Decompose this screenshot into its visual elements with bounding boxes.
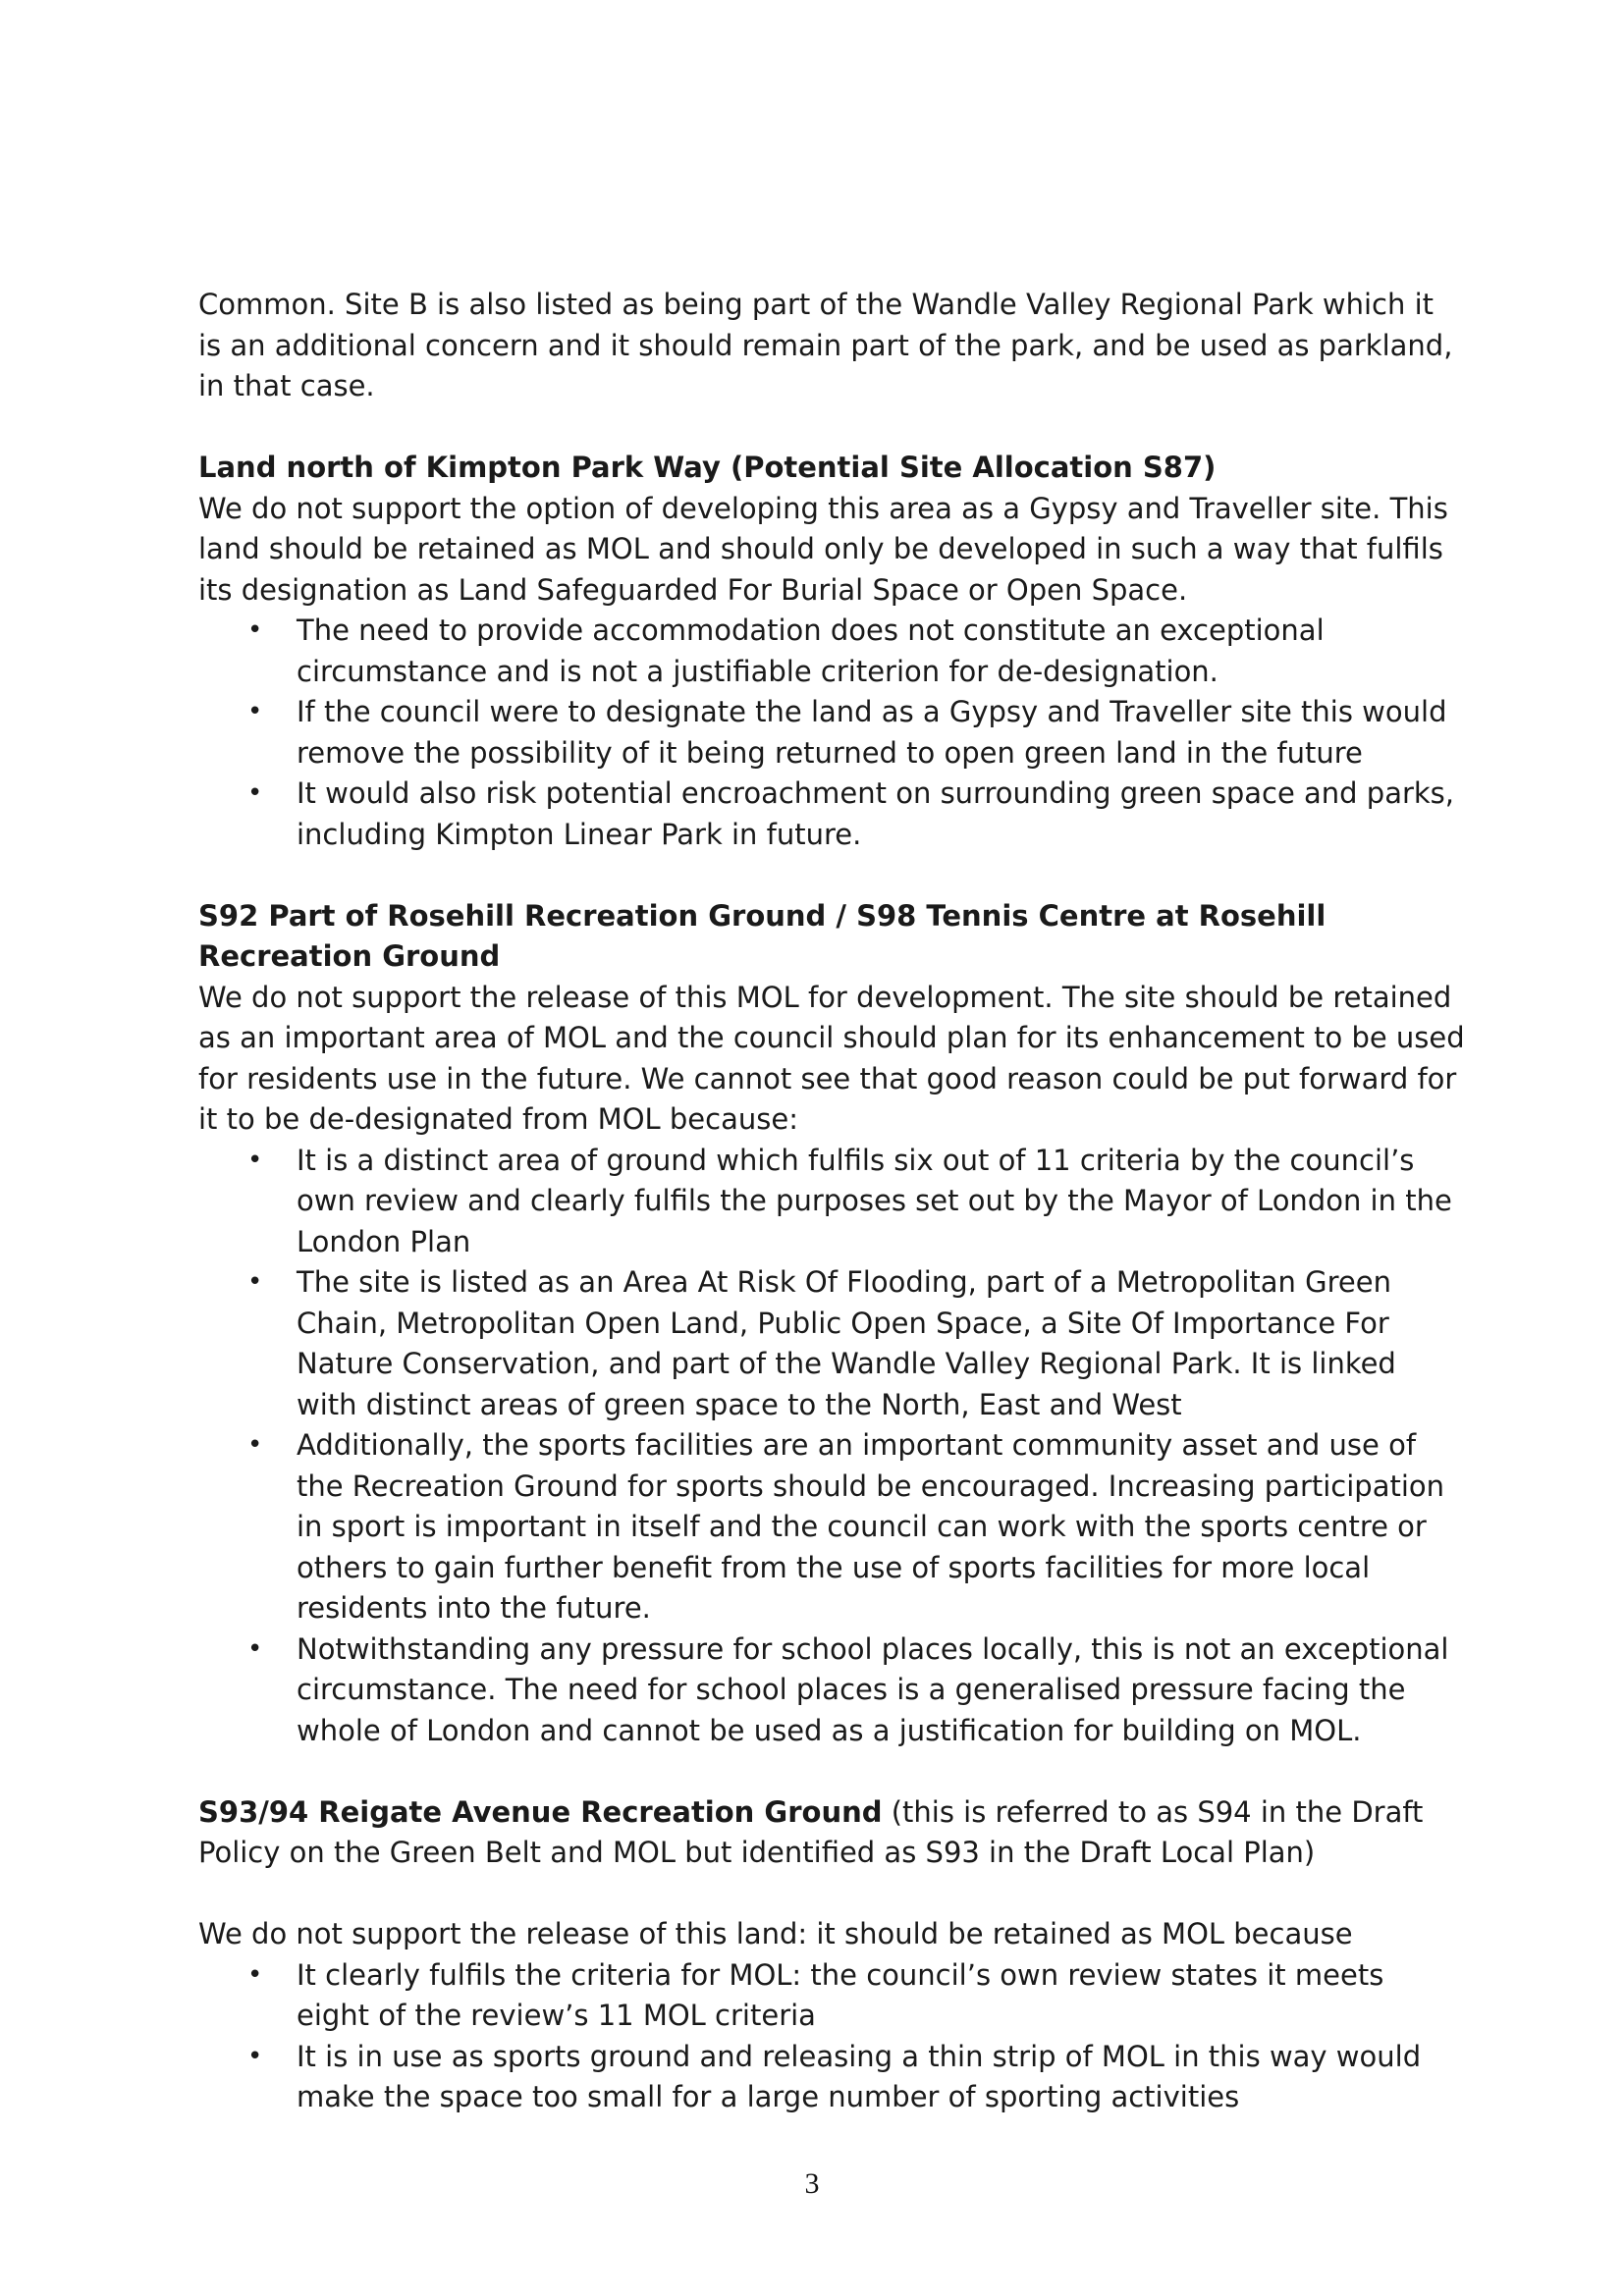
section-heading: Land north of Kimpton Park Way (Potential Site Allocation S87) — [198, 451, 1217, 484]
bullet-list — [198, 1955, 1465, 2118]
bullet-icon: • — [247, 615, 263, 645]
bullet-list — [198, 1141, 1465, 1752]
section-body: We do not support the release of this MOL for development. The site should be retained as an important area of MOL and the council should plan for its enhancement to be used for residents use in the future. We cannot see that good reason could be put forward for it to be de-designated from MOL because: — [198, 980, 1465, 1136]
bullet-item — [198, 1425, 1465, 1629]
bullet-icon: • — [247, 1267, 263, 1297]
bullet-item — [198, 1141, 1465, 1263]
bullet-item — [198, 1629, 1465, 1752]
bullet-item — [198, 1955, 1465, 2037]
section-reigate-avenue — [198, 1792, 1465, 2118]
section-heading: S92 Part of Rosehill Recreation Ground / S98 Tennis Centre at Rosehill Recreation Ground — [198, 898, 1326, 973]
bullet-item — [198, 611, 1465, 692]
bullet-item — [198, 1262, 1465, 1425]
bullet-text: It would also risk potential encroachment on surrounding green space and parks, including Kimpton Linear Park in future. — [297, 776, 1455, 851]
bullet-text: The site is listed as an Area At Risk Of Flooding, part of a Metropolitan Green Chain, Metropolitan Open Land, Public Open Space, a Site Of Importance For Nature Conservation, and part of the Wandle Valley Regional Park. It is linked with distinct areas of green space to the North, East and West — [297, 1265, 1396, 1421]
page-content — [198, 285, 1465, 2118]
bullet-text: It is in use as sports ground and releasing a thin strip of MOL in this way would make the space too small for a large number of sporting activities — [297, 2039, 1422, 2113]
bullet-icon: • — [247, 1633, 263, 1664]
bullet-icon: • — [247, 1430, 263, 1460]
section-kimpton-park-way — [198, 448, 1465, 855]
page-number: 3 — [804, 2167, 820, 2200]
intro-paragraph: Common. Site B is also listed as being part of the Wandle Valley Regional Park which it is an additional concern and it should remain part of the park, and be used as parkland, in that case. — [198, 288, 1453, 402]
bullet-text: It clearly fulfils the criteria for MOL: the council’s own review states it meets eight of the review’s 11 MOL criteria — [297, 1957, 1384, 2032]
bullet-item — [198, 692, 1465, 774]
section-rosehill-recreation-ground — [198, 896, 1465, 1752]
bullet-icon: • — [247, 2041, 263, 2071]
bullet-icon: • — [247, 1145, 263, 1175]
bullet-icon: • — [247, 1959, 263, 1990]
bullet-list — [198, 611, 1465, 855]
bullet-text: It is a distinct area of ground which fulfils six out of 11 criteria by the council’s own review and clearly fulfils the purposes set out by the Mayor of London in the London Plan — [297, 1143, 1452, 1258]
bullet-text: If the council were to designate the land as a Gypsy and Traveller site this would remove the possibility of it being returned to open green land in the future — [297, 695, 1447, 770]
bullet-item — [198, 2037, 1465, 2118]
bullet-text: Notwithstanding any pressure for school places locally, this is not an exceptional circumstance. The need for school places is a generalised pressure facing the whole of London and cannot be used as a justification for building on MOL. — [297, 1631, 1449, 1747]
section-heading: S93/94 Reigate Avenue Recreation Ground — [198, 1794, 883, 1829]
section-heading-line — [198, 1792, 1465, 1874]
bullet-icon: • — [247, 778, 263, 808]
section-body: We do not support the option of developing this area as a Gypsy and Traveller site. This land should be retained as MOL and should only be developed in such a way that fulfils its designation as Land Safeguarded For Burial Space or Open Space. — [198, 491, 1448, 607]
bullet-icon: • — [247, 697, 263, 726]
section-heading-note: (this is referred to as S94 in the Draft Policy on the Green Belt and MOL but identified as S93 in the Draft Local Plan) — [198, 1794, 1424, 1869]
bullet-text: Additionally, the sports facilities are an important community asset and use of the Recreation Ground for sports should be encouraged. Increasing participation in sport is important in itself and the council can work with the sports centre or others to gain further benefit from the use of sports facilities for more local residents into the future. — [297, 1428, 1445, 1625]
bullet-item — [198, 774, 1465, 855]
bullet-text: The need to provide accommodation does not constitute an exceptional circumstance and is not a justifiable criterion for de-designation. — [297, 614, 1325, 688]
section-body: We do not support the release of this land: it should be retained as MOL because — [198, 1917, 1353, 1950]
